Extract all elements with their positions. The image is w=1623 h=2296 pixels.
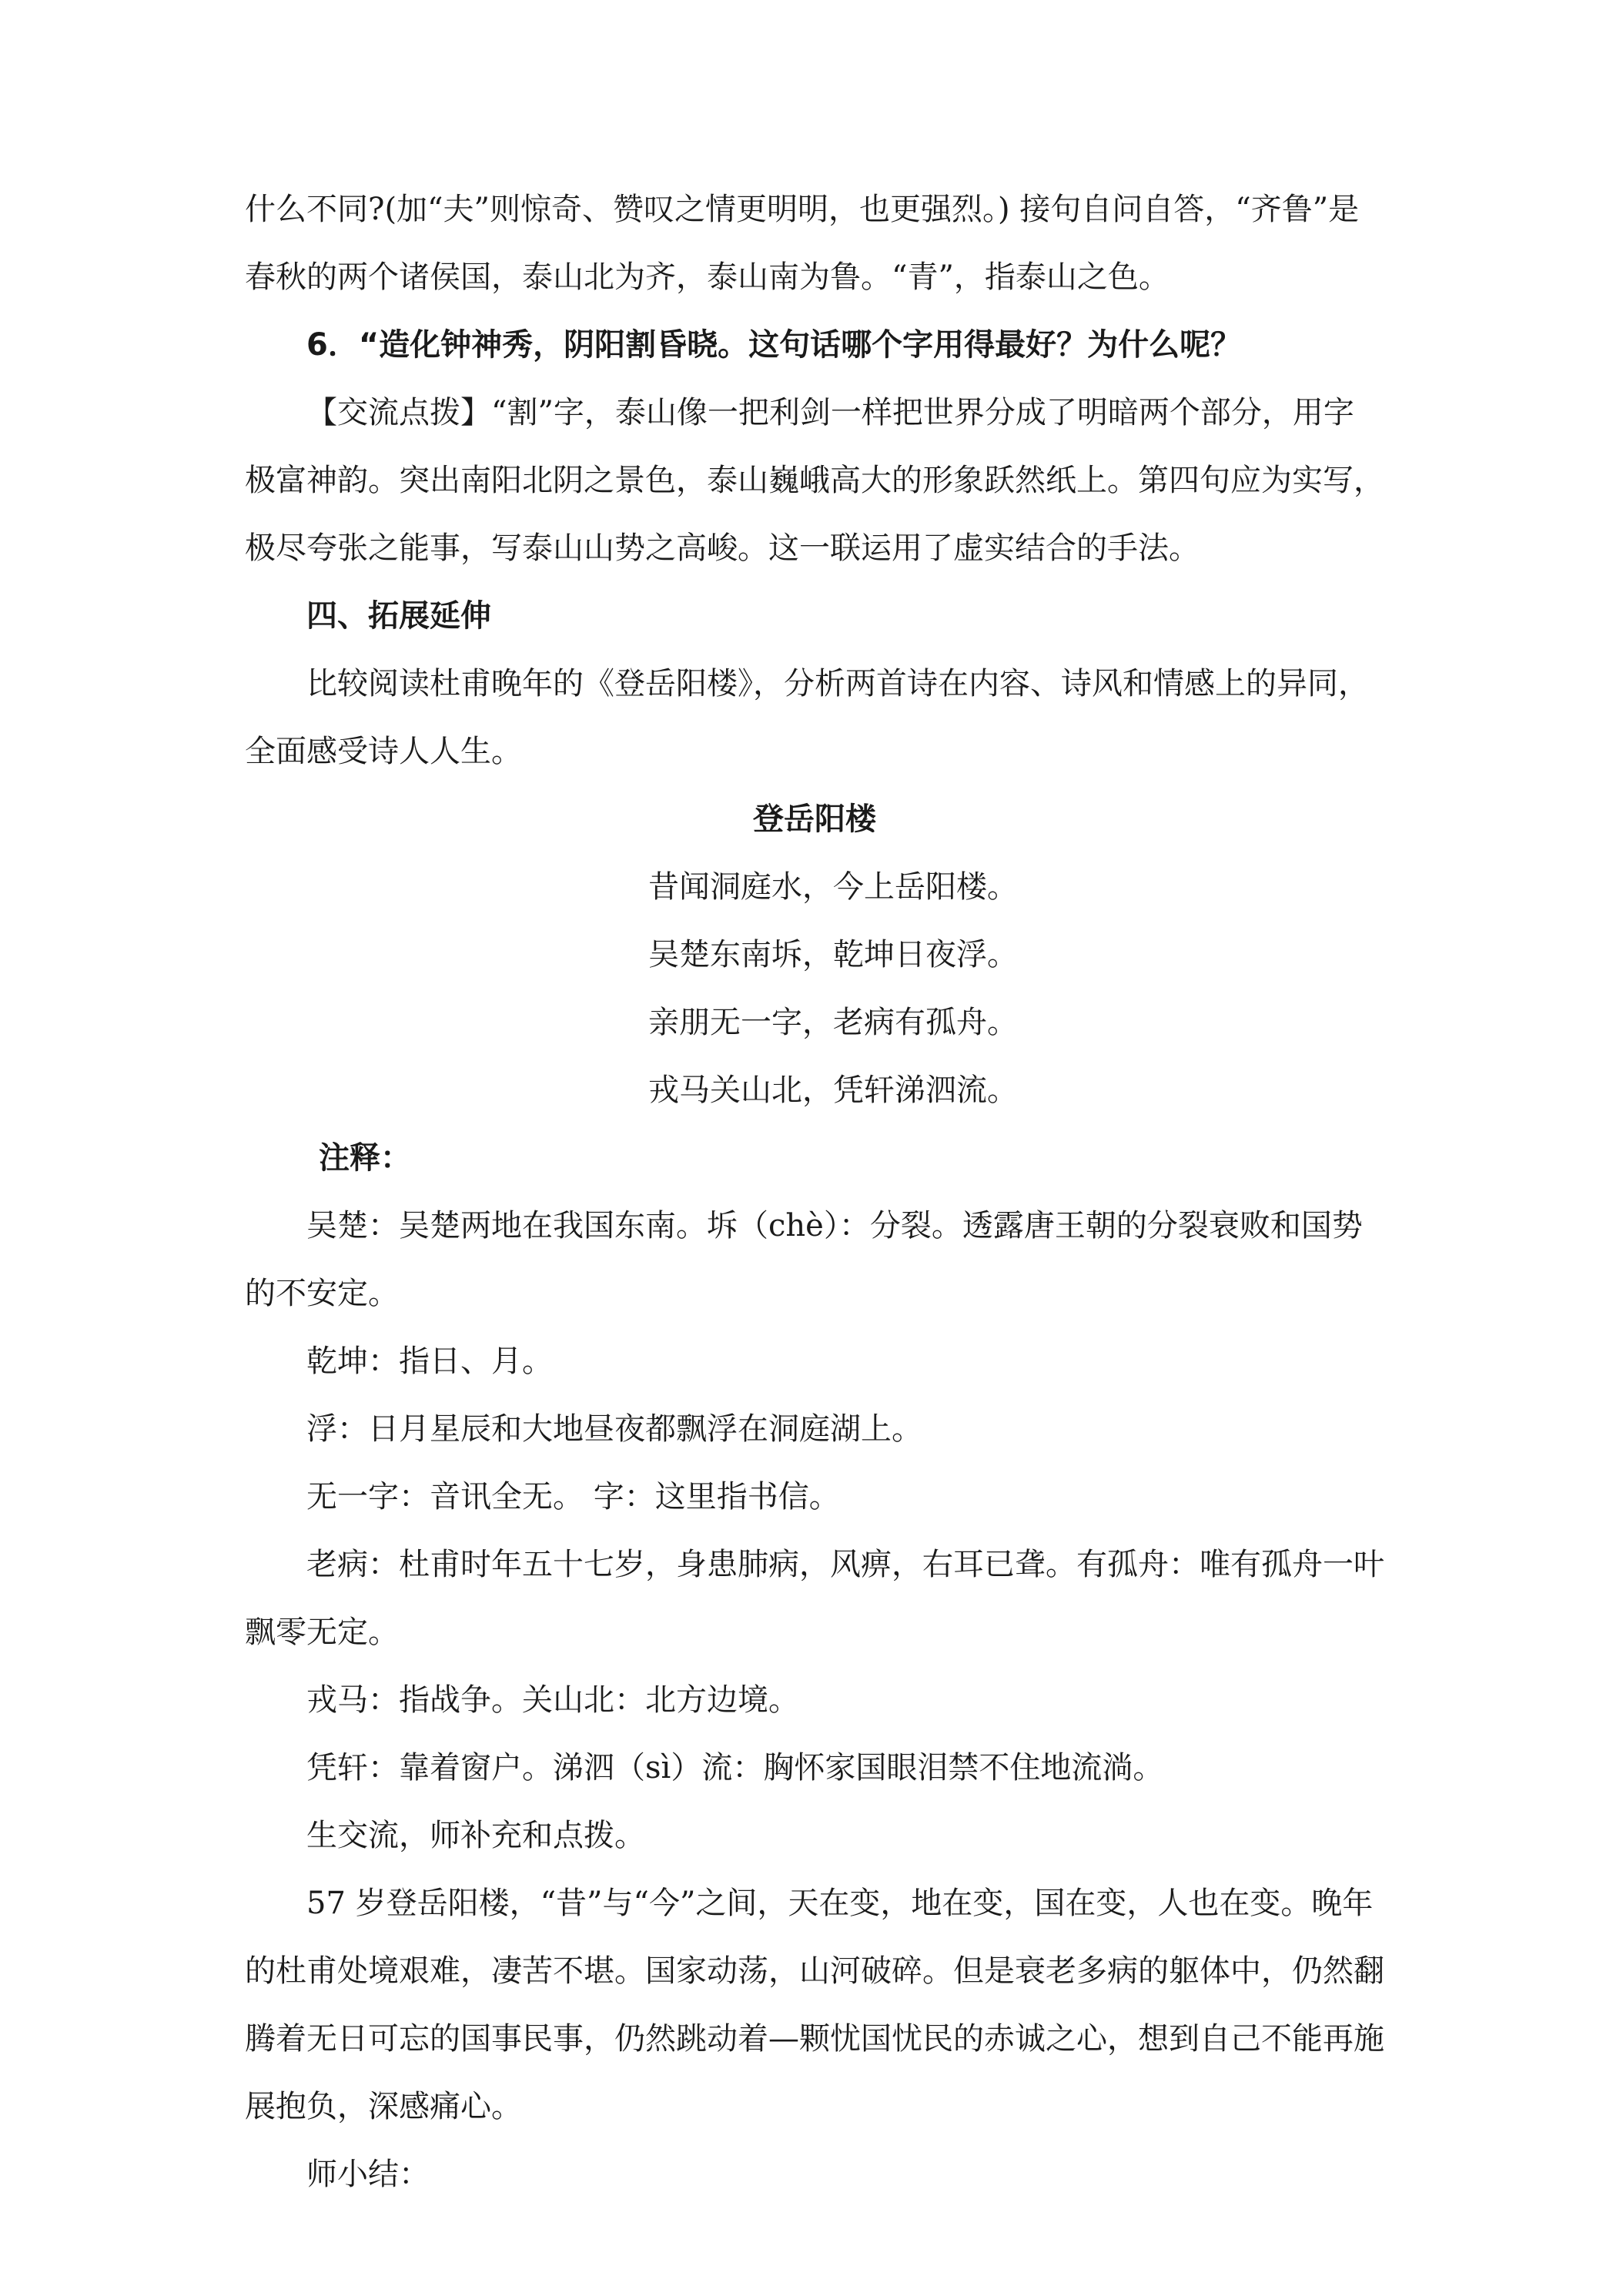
analysis-paragraph: 57 岁登岳阳楼，“昔”与“今”之间，天在变，地在变，国在变，人也在变。晚年的杜甫处境艰难，凄苦不堪。国家动荡，山河破碎。但是衰老多病的躯体中，仍然翻腾着无日可忘的国事民事，仍然跳动着—颗忧国忧民的赤诚之心，想到自己不能再施展抱负，深感痛心。 bbox=[245, 1886, 1384, 2124]
note-item: 凭轩：靠着窗户。涕泗（sì）流：胸怀家国眼泪禁不住地流淌。 bbox=[306, 1750, 1164, 1786]
notes-heading: 注释： bbox=[319, 1140, 411, 1176]
question-6: 6．“造化钟神秀，阴阳割昏晓。这句话哪个字用得最好？为什么呢？ bbox=[306, 327, 1242, 363]
poem-line: 戎马关山北，凭轩涕泗流。 bbox=[648, 1073, 1018, 1108]
note-item: 浮：日月星辰和大地昼夜都飘浮在洞庭湖上。 bbox=[306, 1411, 922, 1447]
document-page bbox=[245, 176, 1384, 2208]
poem-line: 昔闻洞庭水，今上岳阳楼。 bbox=[648, 869, 1018, 905]
note-item: 戎马：指战争。关山北：北方边境。 bbox=[306, 1682, 799, 1718]
note-item: 无一字：音讯全无。 字：这里指书信。 bbox=[306, 1479, 840, 1514]
paragraph-continuation: 什么不同?(加“夫”则惊奇、赞叹之情更明明，也更强烈。) 接句自问自答，“齐鲁”是春秋的两个诸侯国，泰山北为齐，泰山南为鲁。“青”，指泰山之色。 bbox=[245, 192, 1360, 295]
poem-title: 登岳阳楼 bbox=[753, 802, 876, 837]
section-intro: 比较阅读杜甫晚年的《登岳阳楼》，分析两首诗在内容、诗风和情感上的异同，全面感受诗人人生。 bbox=[245, 666, 1369, 769]
discussion-line: 生交流，师补充和点拨。 bbox=[306, 1818, 645, 1853]
poem-line: 吴楚东南坼，乾坤日夜浮。 bbox=[648, 937, 1018, 972]
note-item: 乾坤：指日、月。 bbox=[306, 1344, 553, 1379]
note-item: 吴楚：吴楚两地在我国东南。坼（chè）：分裂。透露唐王朝的分裂衰败和国势的不安定。 bbox=[245, 1208, 1363, 1311]
teacher-summary-label: 师小结： bbox=[306, 2157, 430, 2192]
note-item: 老病：杜甫时年五十七岁，身患肺病，风痹，右耳已聋。有孤舟：唯有孤舟一叶飘零无定。 bbox=[245, 1547, 1384, 1650]
section-heading-extension: 四、拓展延伸 bbox=[306, 598, 491, 634]
poem-line: 亲朋无一字，老病有孤舟。 bbox=[648, 1005, 1018, 1040]
answer-6: 【交流点拨】“割”字，泰山像一把利剑一样把世界分成了明暗两个部分，用字极富神韵。突出南阳北阴之景色，泰山巍峨高大的形象跃然纸上。第四句应为实写，极尽夸张之能事，写泰山山势之高峻。这一联运用了虚实结合的手法。 bbox=[245, 395, 1384, 566]
